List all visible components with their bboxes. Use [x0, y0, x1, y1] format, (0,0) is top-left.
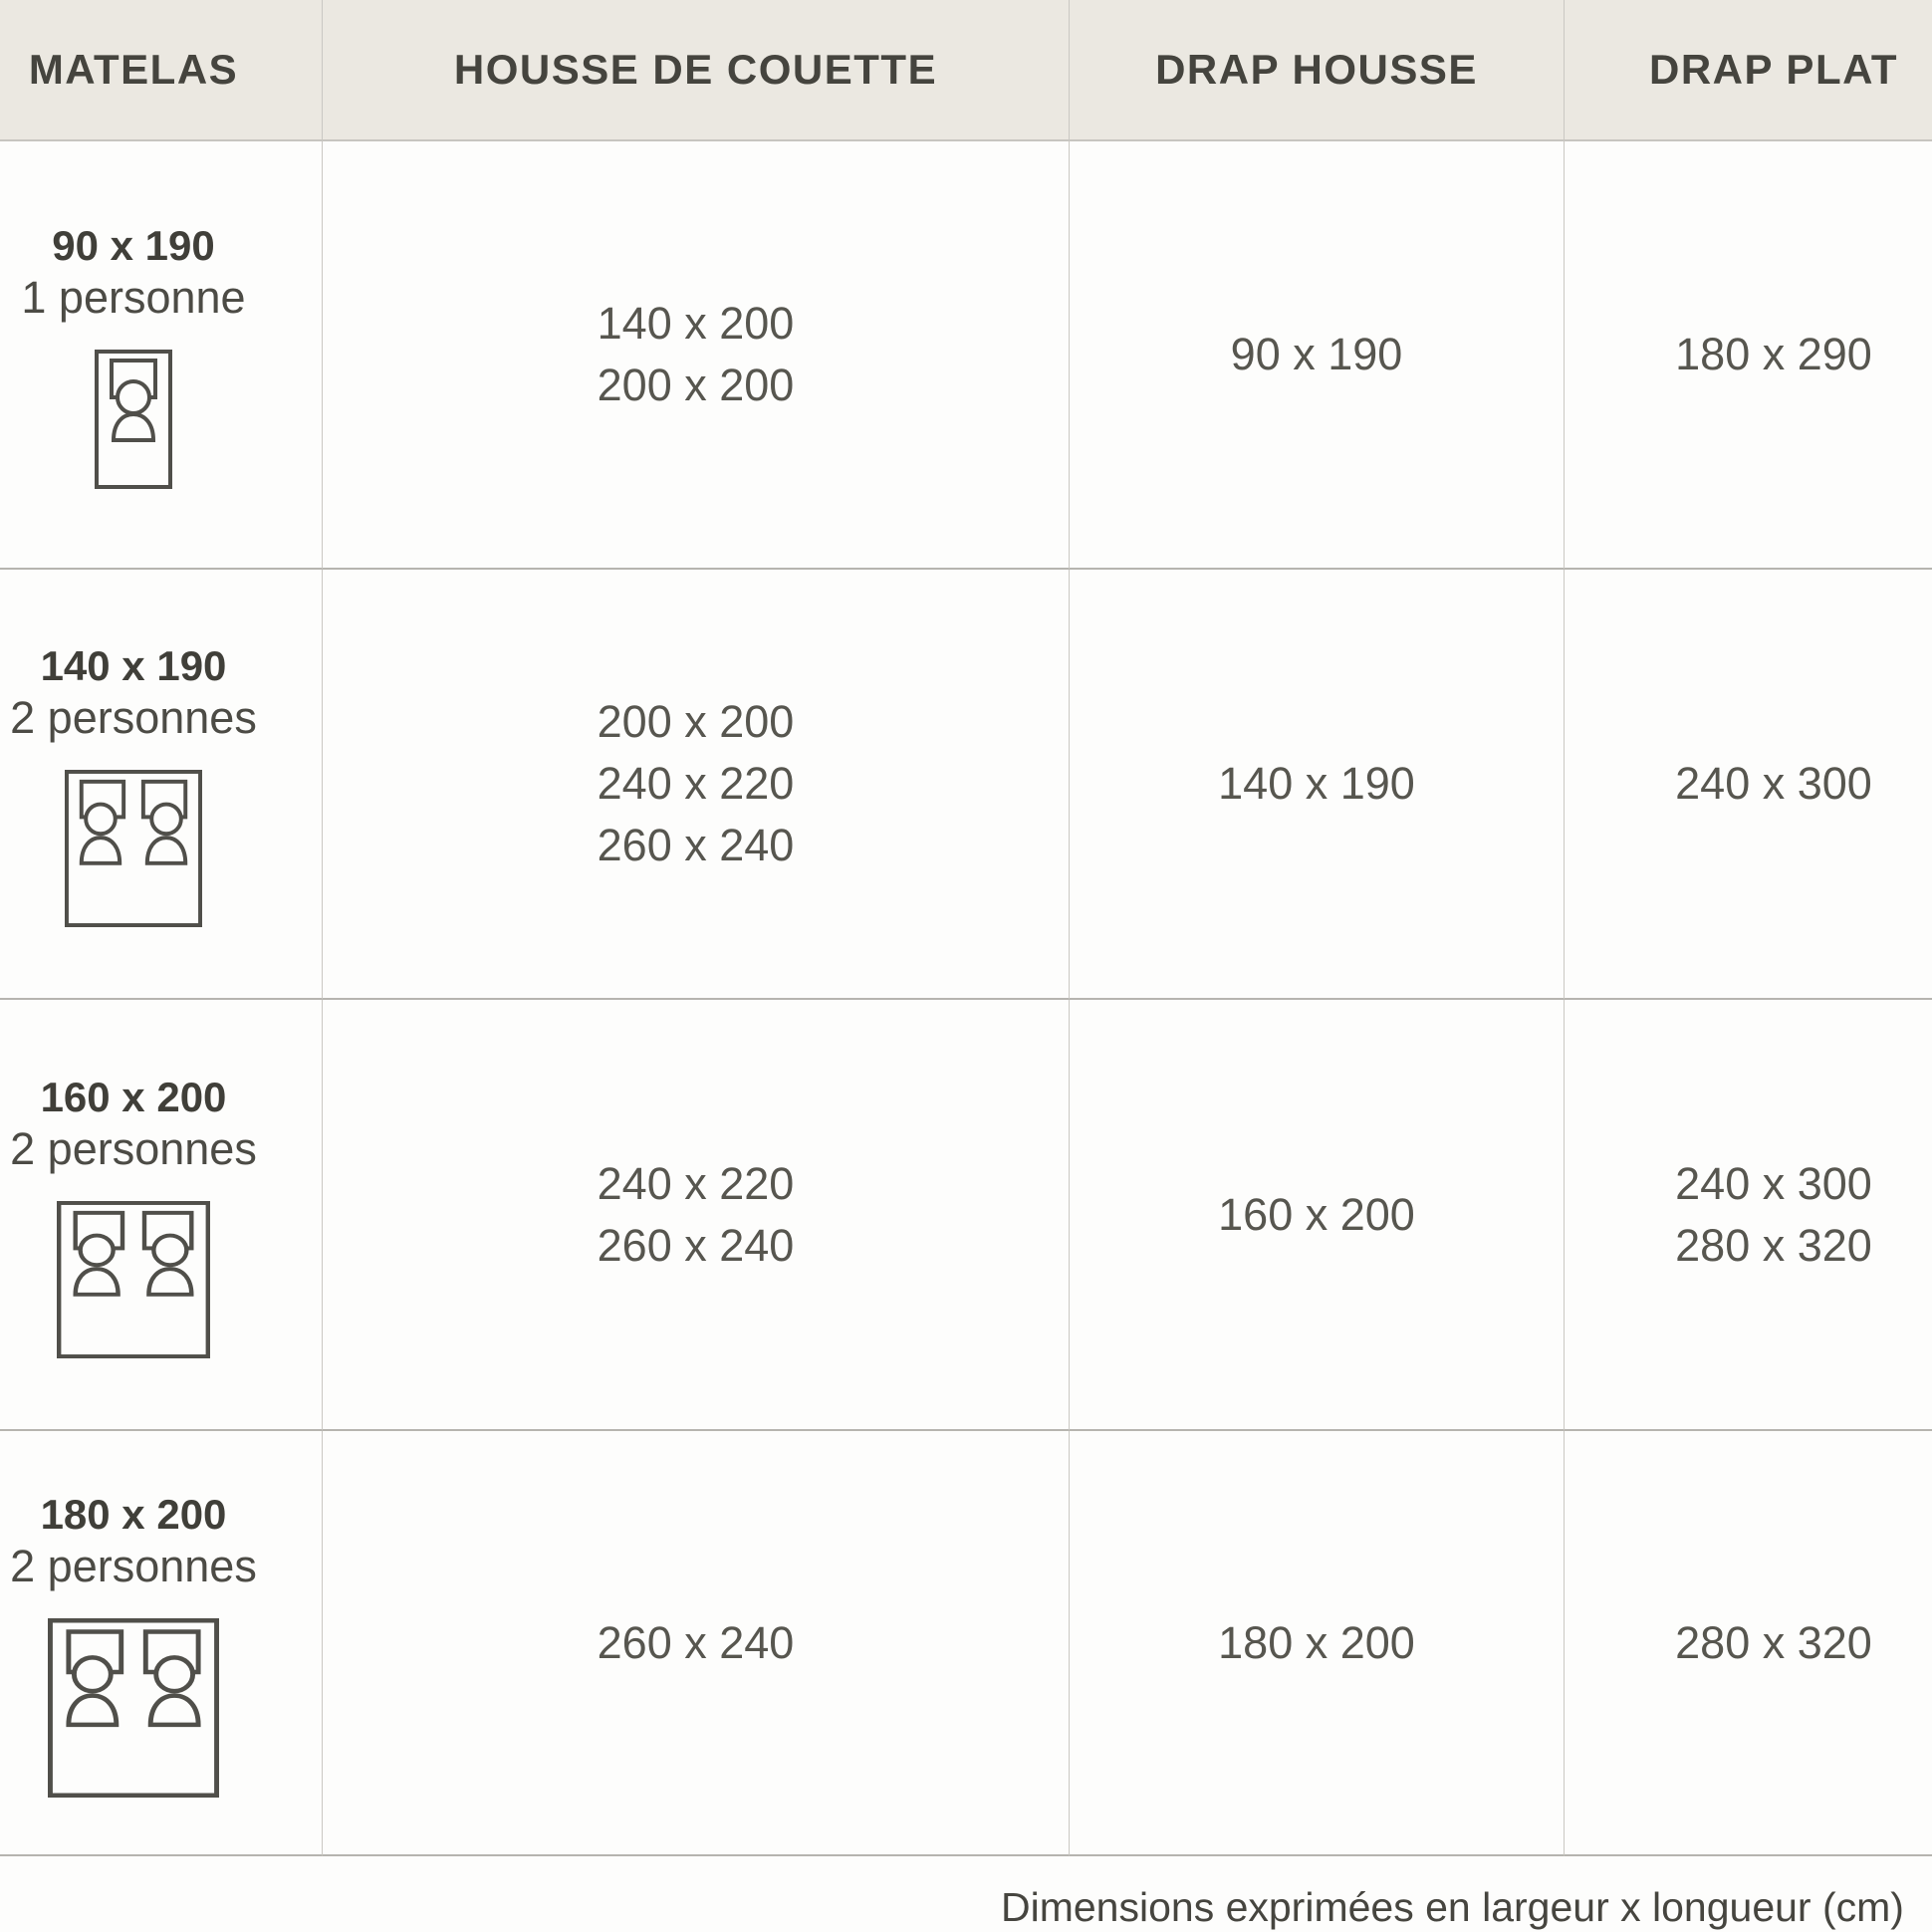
dimension-value: 90 x 190	[1230, 329, 1403, 379]
dimension-value: 200 x 200	[597, 360, 795, 410]
dimension-value: 240 x 300	[1675, 1157, 1872, 1209]
double-bed-icon	[48, 1618, 219, 1798]
dimension-value: 260 x 240	[597, 820, 795, 870]
footnote: Dimensions exprimées en largeur x longueur (cm)	[1001, 1884, 1904, 1930]
flat-sheet-cell	[1565, 1431, 1932, 1856]
dimension-value: 180 x 200	[1218, 1616, 1415, 1668]
double-bed-icon	[65, 770, 202, 927]
mattress-size: 180 x 200	[40, 1490, 227, 1538]
mattress-cell	[0, 1000, 323, 1431]
dimension-value: 240 x 300	[1675, 758, 1872, 809]
mattress-cell	[0, 1431, 323, 1856]
dimension-value: 260 x 240	[597, 1219, 795, 1271]
dimension-value: 280 x 320	[1675, 1219, 1872, 1271]
mattress-size: 140 x 190	[40, 642, 227, 689]
dimension-value: 260 x 240	[597, 1616, 795, 1668]
mattress-cell	[0, 570, 323, 1000]
fitted-sheet-cell	[1070, 141, 1565, 570]
dimension-value: 180 x 290	[1675, 329, 1872, 379]
capacity-label: 2 personnes	[10, 692, 257, 743]
duvet-cover-cell	[323, 141, 1070, 570]
flat-sheet-cell	[1565, 141, 1932, 570]
dimension-value: 160 x 200	[1218, 1188, 1415, 1240]
flat-sheet-cell	[1565, 570, 1932, 1000]
column-header-drap-plat: DRAP PLAT	[1565, 0, 1932, 141]
duvet-cover-cell	[323, 570, 1070, 1000]
dimension-value: 200 x 200	[597, 696, 795, 747]
column-header-matelas: MATELAS	[0, 0, 323, 141]
single-bed-icon	[95, 350, 172, 489]
dimension-value: 140 x 200	[597, 298, 795, 349]
mattress-cell	[0, 141, 323, 570]
capacity-label: 2 personnes	[10, 1122, 257, 1174]
duvet-cover-cell	[323, 1000, 1070, 1431]
mattress-size: 90 x 190	[52, 222, 215, 269]
flat-sheet-cell	[1565, 1000, 1932, 1431]
column-header-drap-housse: DRAP HOUSSE	[1070, 0, 1565, 141]
double-bed-icon	[57, 1201, 210, 1358]
dimension-value: 140 x 190	[1218, 758, 1415, 809]
duvet-cover-cell	[323, 1431, 1070, 1856]
dimension-value: 280 x 320	[1675, 1616, 1872, 1668]
mattress-size: 160 x 200	[40, 1073, 227, 1120]
fitted-sheet-cell	[1070, 1000, 1565, 1431]
capacity-label: 2 personnes	[10, 1540, 257, 1591]
dimension-value: 240 x 220	[597, 1157, 795, 1209]
fitted-sheet-cell	[1070, 1431, 1565, 1856]
column-header-housse-de-couette: HOUSSE DE COUETTE	[323, 0, 1070, 141]
capacity-label: 1 personne	[21, 272, 246, 323]
fitted-sheet-cell	[1070, 570, 1565, 1000]
dimension-value: 240 x 220	[597, 758, 795, 809]
